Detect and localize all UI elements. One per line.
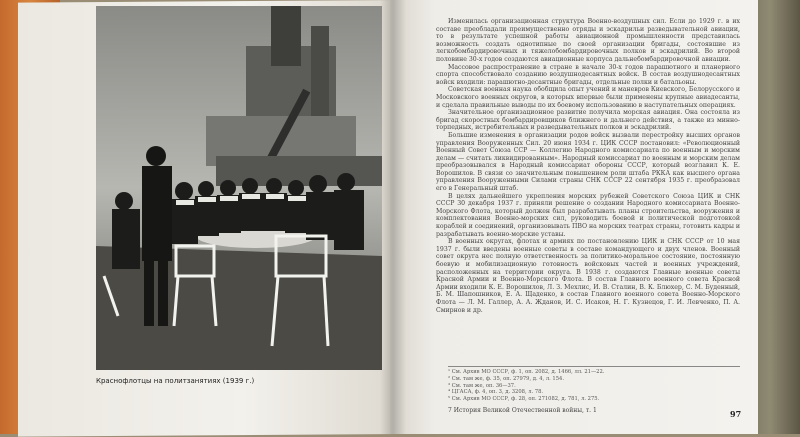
paragraph: Массовое распространение в стране в начале 30-х годов парашютного и планерного спорта способствовало созданию воздушнодесантных войск. В состав воздушнодесантных войск входили: парашютно-десантные бригады, отдельные полки и батальоны. [436, 63, 740, 86]
photograph-sailors [96, 6, 382, 370]
printer-signature: 7 История Великой Отечественной войны, т. 1 [448, 407, 597, 414]
paragraph: Значительное организационное развитие получила морская авиация. Она состояла из бригад скоростных бомбардировщиков ближнего и дальнего действия, а также из минно-торпедных, истребительных и разведывательных полков и эскадрилий. [436, 109, 740, 132]
footnote: ³ См. там же, оп. 36—37. [448, 382, 516, 389]
book-spine [380, 0, 406, 434]
paragraph: Изменилась организационная структура Военно-воздушных сил. Если до 1929 г. в их составе преобладали преимущественно отряды и эскадрильи разведывательной авиации, то в результате успешной работы авиационной промышленности представилась возможность создать однотипные по своей организации бригады, состоявшие из легкобомбардировочных и тяжелобомбардировочных полков и эскадрилий. Во второй половине 30-х годов создаются авиационные корпуса дальнебомбардировочной авиации. [436, 18, 740, 63]
paragraph: В целях дальнейшего укрепления морских рубежей Советского Союза ЦИК и СНК СССР 30 декабря 1937 г. приняли решение о создании Народного комиссариата Военно-Морского Флота, который должен был разрабатывать планы строительства, вооружения и комплектования Военно-морских сил, руководить боевой и политической подготовкой кораблей и соединений, организовывать ПВО на морских театрах страны, готовить кадры и разрабатывать военно-морские уставы. [436, 192, 740, 238]
page-number: 97 [730, 409, 742, 419]
footnote: ⁵ См. Архив МО СССР, ф. 28, оп. 271082, д. 781, л. 275. [448, 396, 600, 403]
footnotes [448, 366, 740, 403]
paragraph: Большие изменения в организации родов войск вызвали перестройку высших органов управления Вооруженных Сил. 20 июня 1934 г. ЦИК СССР постановил: «Революционный Военный Совет Союза ССР — Коллегию Народного комиссариата по военным и морским делам — считать ликвидированным». Народный комиссариат по военным и морским делам преобразовывался в Народный комиссариат обороны СССР, который возглавил К. Е. Ворошилов. В связи со значительным повышением роли штаба РККА как высшего органа управления Вооруженными Силами страны СНК СССР 22 сентября 1935 г. преобразовал его в Генеральный штаб. [436, 131, 740, 193]
body-text [436, 18, 740, 348]
footnote: ⁴ ЦГАСА, ф. 4, оп. 3, д. 3208, л. 78. [448, 389, 544, 396]
photo-illustration [96, 6, 382, 370]
footnote: ¹ См. Архив МО СССР, ф. 1, оп. 2082, д. 1466, лл. 21—22. [448, 369, 605, 375]
footnote: ² См. там же, ф. 35, оп. 27979, д. 4, л. 154. [448, 375, 564, 382]
paragraph: В военных округах, флотах и армиях по постановлению ЦИК и СНК СССР от 10 мая 1937 г. были введены военные советы в составе командующего и двух членов. Военный совет округа нес полную ответственность за политико-моральное состояние, постоянную боевую и мобилизационную готовность войсковых частей и военных учреждений, расположенных на территории округа. В 1938 г. создаются Главные военные советы Красной Армии и Военно-Морского Флота. В состав Главного военного совета Красной Армии входили К. Е. Ворошилов, Л. З. Мехлис, И. В. Сталин, В. К. Блюхер, С. М. Буденный, Б. М. Шапошников, Е. А. Щаденко, в состав Главного военного совета Военно-Морского Флота — Л. М. Галлер, А. А. Жданов, И. С. Исаков, Н. Г. Кузнецов, Г. И. Левченко, П. А. Смирнов и др. [436, 238, 740, 314]
paragraph: Советская военная наука обобщила опыт учений и маневров Киевского, Белорусского и Московского военных округов, в которых впервые были применены крупные авиадесанты, и сделала правильные выводы по их боевому использованию в наступательных операциях. [436, 86, 740, 109]
open-book [18, 0, 758, 434]
photo-caption: Краснофлотцы на политзанятиях (1939 г.) [96, 377, 255, 385]
